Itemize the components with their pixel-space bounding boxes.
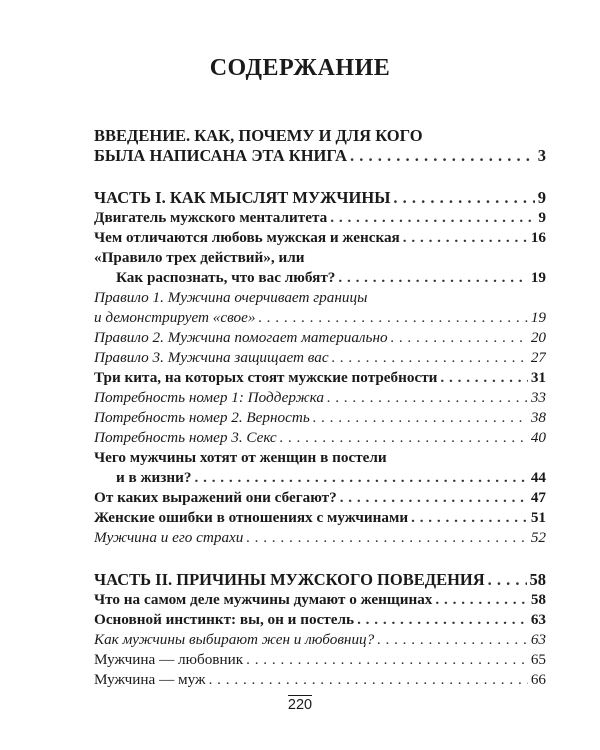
page-number-text: 220 — [287, 697, 313, 713]
toc-entry-text: и демонстрирует «свое» — [94, 309, 256, 326]
toc-page-number: 40 — [530, 429, 546, 446]
toc-page-number: 58 — [530, 591, 546, 608]
toc-page-number: 9 — [538, 209, 546, 226]
toc-entry[interactable] — [94, 228, 546, 248]
toc-page-number: 65 — [530, 651, 546, 668]
dot-leader — [403, 228, 528, 248]
toc-page-number: 27 — [530, 349, 546, 366]
dot-leader — [440, 368, 527, 388]
toc-entry-text: Двигатель мужского менталитета — [94, 209, 328, 226]
toc-page-number: 58 — [529, 570, 546, 589]
toc-entry[interactable] — [94, 630, 546, 650]
toc-entry[interactable] — [94, 308, 546, 328]
dot-leader — [330, 208, 535, 228]
toc-entry-text: Потребность номер 2. Верность — [94, 409, 310, 426]
toc-entry-line1: Чего мужчины хотят от женщин в постели — [94, 449, 387, 466]
toc-page-number: 51 — [530, 509, 546, 526]
toc-entry-text: Как распознать, что вас любят? — [116, 269, 336, 286]
toc-entry-text: Как мужчины выбирают жен и любовниц? — [94, 631, 375, 648]
toc-intro-line2: БЫЛА НАПИСАНА ЭТА КНИГА — [94, 146, 348, 165]
toc-page-number: 20 — [530, 329, 546, 346]
toc-page-number: 44 — [530, 469, 546, 486]
toc-entry-text: Правило 2. Мужчина помогает материально — [94, 329, 388, 346]
toc-entry[interactable] — [94, 610, 546, 630]
toc-entry[interactable] — [94, 528, 546, 548]
page-title: СОДЕРЖАНИЕ — [209, 55, 391, 81]
toc-entry[interactable] — [94, 488, 546, 508]
dot-leader — [377, 630, 528, 650]
toc-entry-text: Три кита, на которых стоят мужские потребности — [94, 369, 438, 386]
toc-entry-text: Женские ошибки в отношениях с мужчинами — [94, 509, 409, 526]
toc-entry-line1: Правило 1. Мужчина очерчивает границы — [94, 289, 368, 306]
toc-entry[interactable] — [94, 208, 546, 228]
toc-entry-text: Потребность номер 3. Секс — [94, 429, 277, 446]
toc-page-number: 33 — [530, 389, 546, 406]
toc-page-number: 52 — [530, 529, 546, 546]
toc-entry-text: Правило 3. Мужчина защищает вас — [94, 349, 329, 366]
toc-entry[interactable] — [94, 268, 546, 288]
toc-entry[interactable] — [94, 328, 546, 348]
toc-entry[interactable] — [94, 670, 546, 690]
toc-part2-title[interactable] — [94, 570, 546, 590]
toc-page-number: 9 — [537, 188, 546, 207]
toc-page-number: 16 — [530, 229, 546, 246]
table-of-contents — [94, 126, 546, 690]
toc-entry-text: и в жизни? — [116, 469, 192, 486]
toc-entry[interactable] — [94, 508, 546, 528]
dot-leader — [435, 590, 527, 610]
toc-entry[interactable] — [94, 368, 546, 388]
toc-entry-text: Мужчина и его страхи — [94, 529, 244, 546]
dot-leader — [332, 348, 528, 368]
toc-entry-text: ЧАСТЬ II. ПРИЧИНЫ МУЖСКОГО ПОВЕДЕНИЯ — [94, 570, 485, 589]
toc-page-number: 63 — [530, 611, 546, 628]
dot-leader — [246, 528, 527, 548]
toc-entry[interactable] — [94, 468, 546, 488]
page-number — [0, 697, 600, 713]
toc-entry-text: Что на самом деле мужчины думают о женщинах — [94, 591, 433, 608]
toc-entry-text: Мужчина — муж — [94, 671, 206, 688]
toc-entry[interactable] — [94, 388, 546, 408]
toc-intro-line1: ВВЕДЕНИЕ. КАК, ПОЧЕМУ И ДЛЯ КОГО — [94, 126, 423, 145]
toc-entry-text: Потребность номер 1: Поддержка — [94, 389, 324, 406]
dot-leader — [327, 388, 528, 408]
toc-entry[interactable] — [94, 650, 546, 670]
dot-leader — [340, 488, 528, 508]
toc-entry[interactable] — [94, 348, 546, 368]
toc-page-number: 3 — [537, 146, 546, 165]
dot-leader — [313, 408, 528, 428]
toc-entry[interactable] — [94, 428, 546, 448]
dot-leader — [357, 610, 528, 630]
toc-intro-entry[interactable] — [94, 146, 546, 166]
dot-leader — [258, 308, 527, 328]
dot-leader — [195, 468, 528, 488]
toc-page-number: 66 — [530, 671, 546, 688]
toc-page-number: 63 — [530, 631, 546, 648]
toc-entry-text: Основной инстинкт: вы, он и постель — [94, 611, 355, 628]
dot-leader — [209, 670, 528, 690]
toc-page-number: 38 — [530, 409, 546, 426]
toc-entry[interactable] — [94, 590, 546, 610]
toc-page-number: 19 — [530, 269, 546, 286]
toc-page-number: 31 — [530, 369, 546, 386]
toc-page-number: 19 — [530, 309, 546, 326]
toc-entry-text: ЧАСТЬ I. КАК МЫСЛЯТ МУЖЧИНЫ — [94, 188, 391, 207]
toc-entry-line1: «Правило трех действий», или — [94, 249, 305, 266]
dot-leader — [391, 328, 528, 348]
toc-entry[interactable] — [94, 408, 546, 428]
dot-leader — [488, 570, 527, 590]
toc-entry-text: Мужчина — любовник — [94, 651, 244, 668]
dot-leader — [246, 650, 528, 670]
dot-leader — [280, 428, 528, 448]
dot-leader — [338, 268, 527, 288]
dot-leader — [411, 508, 528, 528]
dot-leader — [393, 188, 534, 208]
toc-entry-text: От каких выражений они сбегают? — [94, 489, 337, 506]
toc-entry-text: Чем отличаются любовь мужская и женская — [94, 229, 400, 246]
toc-part1-title[interactable] — [94, 188, 546, 208]
toc-page-number: 47 — [530, 489, 546, 506]
dot-leader — [350, 146, 535, 166]
